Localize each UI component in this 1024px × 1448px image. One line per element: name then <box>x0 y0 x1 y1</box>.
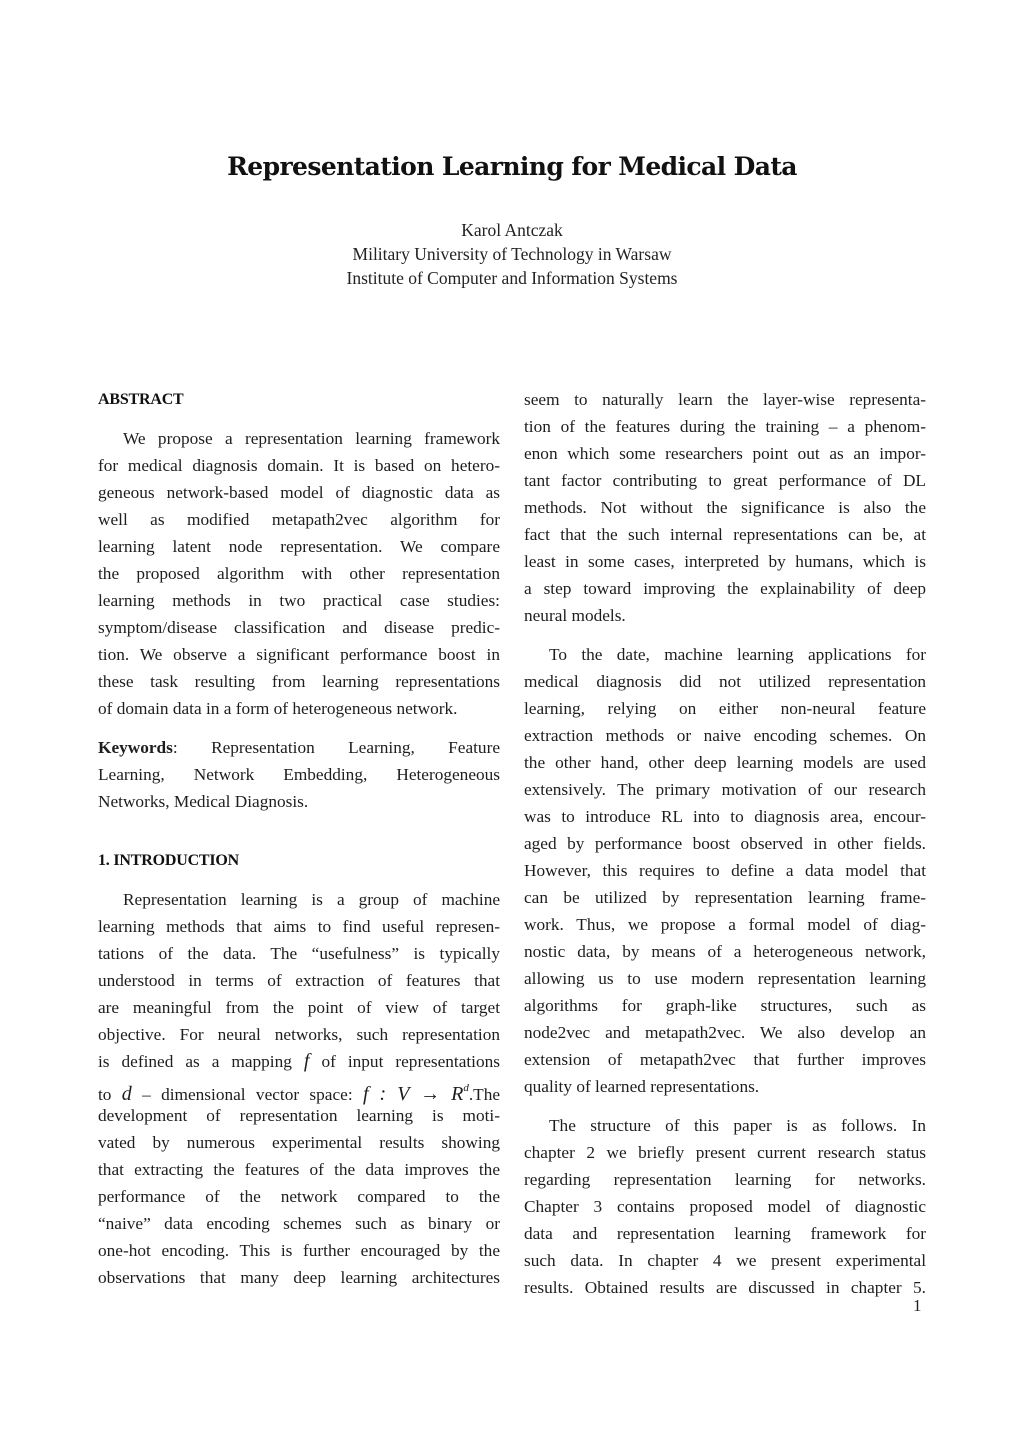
text-line: quality of learned representations. <box>524 1077 760 1096</box>
text-line: Chapter 3 contains proposed model of diagnostic <box>524 1197 926 1216</box>
text-line: symptom/disease classification and disease predic- <box>98 618 500 637</box>
left-column <box>98 386 500 1291</box>
text-line: understood in terms of extraction of features that <box>98 971 500 990</box>
text-line: geneous network-based model of diagnostic data as <box>98 483 500 502</box>
introduction-body <box>98 886 500 1291</box>
author-block <box>0 218 1024 290</box>
text-line: to d – dimensional vector space: f : $V \to R^d.The$ <box>98 1082 501 1105</box>
paragraph <box>524 1112 926 1301</box>
text-line: data and representation learning framework for <box>524 1224 926 1243</box>
text-line: is defined as a mapping f of input representations <box>98 1050 500 1072</box>
text-line: objective. For neural networks, such representation <box>98 1025 500 1044</box>
text-line: chapter 2 we briefly present current research status <box>524 1143 926 1162</box>
text-line: methods. Not without the significance is also the <box>524 498 926 517</box>
text-line: vated by numerous experimental results showing <box>98 1133 500 1152</box>
text-line: can be utilized by representation learning frame- <box>524 888 926 907</box>
author-name: Karol Antczak <box>461 220 563 240</box>
text-line: learning, relying on either non-neural feature <box>524 699 926 718</box>
text-line: work. Thus, we propose a formal model of diag- <box>524 915 926 934</box>
text-line: learning latent node representation. We compare <box>98 537 500 556</box>
keywords-line: Keywords: Representation Learning, Feature <box>98 738 500 757</box>
text-line: algorithms for graph-like structures, such as <box>524 996 926 1015</box>
text-line: extraction methods or naive encoding schemes. On <box>524 726 926 745</box>
math-var-f: f <box>303 1050 310 1072</box>
text-line: tion. We observe a significant performance boost in <box>98 645 500 664</box>
text-line: development of representation learning is moti- <box>98 1106 500 1125</box>
text-line: nostic data, by means of a heterogeneous network, <box>524 942 926 961</box>
introduction-heading: 1. INTRODUCTION <box>98 852 240 869</box>
text-line: a step toward improving the explainability of deep <box>524 579 926 598</box>
text-line: tion of the features during the training – a phenom- <box>524 417 926 436</box>
text-line: extension of metapath2vec that further improves <box>524 1050 926 1069</box>
text-line: “naive” data encoding schemes such as binary or <box>98 1214 500 1233</box>
text-line: allowing us to use modern representation learning <box>524 969 926 988</box>
text-line: such data. In chapter 4 we present experimental <box>524 1251 926 1270</box>
text-line: aged by performance boost observed in other fields. <box>524 834 926 853</box>
text-line: We propose a representation learning framework <box>123 429 500 448</box>
paragraph <box>524 641 926 1100</box>
paper-title: Representation Learning for Medical Data <box>227 152 797 181</box>
text-line: observations that many deep learning architectures <box>98 1268 500 1287</box>
text-line: results. Obtained results are discussed in chapter 5. <box>524 1278 926 1297</box>
text-line: However, this requires to define a data model that <box>524 861 926 880</box>
text-line: the other hand, other deep learning models are used <box>524 753 926 772</box>
text-line: tant factor contributing to great performance of DL <box>524 471 926 490</box>
page-number: 1 <box>913 1296 922 1315</box>
right-column <box>524 386 926 1301</box>
text-line: fact that the such internal representations can be, at <box>524 525 926 544</box>
text-line: enon which some researchers point out as an impor- <box>524 444 926 463</box>
abstract-body <box>98 425 500 722</box>
text-line: are meaningful from the point of view of target <box>98 998 500 1017</box>
text-line: tations of the data. The “usefulness” is typically <box>98 944 500 963</box>
text-line: neural models. <box>524 606 626 625</box>
text-line: node2vec and metapath2vec. We also develop an <box>524 1023 926 1042</box>
paragraph <box>524 386 926 629</box>
author-affiliation-university: Military University of Technology in Warsaw <box>352 244 672 264</box>
text-line: medical diagnosis did not utilized representation <box>524 672 926 691</box>
author-affiliation-institute: Institute of Computer and Information Systems <box>346 268 678 288</box>
text-line: these task resulting from learning representations <box>98 672 500 691</box>
text-line: one-hot encoding. This is further encouraged by the <box>98 1241 500 1260</box>
abstract-heading: ABSTRACT <box>98 391 184 408</box>
keywords-line: Learning, Network Embedding, Heterogeneous <box>98 765 500 784</box>
text-line: learning methods that aims to find useful represen- <box>98 917 500 936</box>
math-var-d: d <box>121 1083 132 1105</box>
text-line: of domain data in a form of heterogeneous network. <box>98 699 458 718</box>
text-line: The structure of this paper is as follows. In <box>549 1116 926 1135</box>
keywords <box>98 734 500 815</box>
text-line: was to introduce RL into to diagnosis area, encour- <box>524 807 926 826</box>
text-line: performance of the network compared to the <box>98 1187 500 1206</box>
keywords-label: Keywords <box>98 738 173 757</box>
math-formula: f : $V \to R^d.The$ <box>362 1082 501 1105</box>
text-line: for medical diagnosis domain. It is based on hetero- <box>98 456 500 475</box>
text-line: seem to naturally learn the layer-wise representa- <box>524 390 926 409</box>
keywords-line: Networks, Medical Diagnosis. <box>98 792 309 811</box>
text-line: extensively. The primary motivation of our research <box>524 780 926 799</box>
text-line: To the date, machine learning applications for <box>549 645 926 664</box>
text-line: the proposed algorithm with other representation <box>98 564 500 583</box>
text-line: well as modified metapath2vec algorithm for <box>98 510 500 529</box>
text-line: that extracting the features of the data improves the <box>98 1160 500 1179</box>
text-line: least in some cases, interpreted by humans, which is <box>524 552 926 571</box>
text-line: regarding representation learning for networks. <box>524 1170 926 1189</box>
text-line: learning methods in two practical case studies: <box>98 591 500 610</box>
text-line: Representation learning is a group of machine <box>123 890 500 909</box>
